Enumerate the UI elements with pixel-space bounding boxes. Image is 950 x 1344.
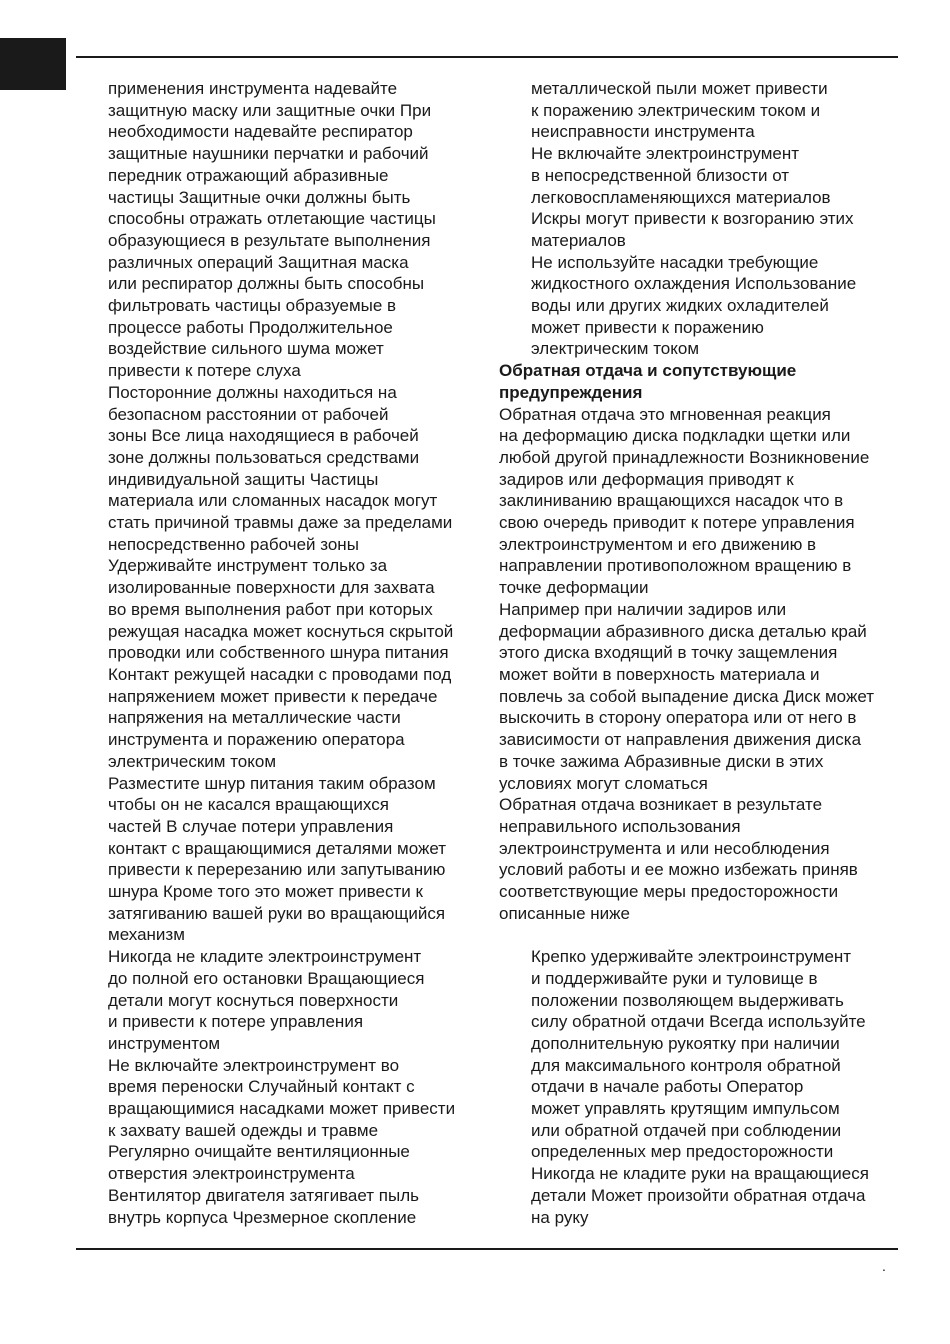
- text-line: Искры могут привести к возгоранию этих: [531, 209, 854, 229]
- text-line: изолированные поверхности для захвата: [108, 578, 435, 598]
- text-line: стать причиной травмы даже за пределами: [108, 513, 453, 533]
- text-line: дополнительную рукоятку при наличии: [531, 1033, 840, 1053]
- header-rule: [76, 56, 898, 58]
- text-line: описанные ниже: [499, 903, 630, 923]
- text-line: неисправности инструмента: [531, 122, 755, 142]
- text-line: внутрь корпуса Чрезмерное скопление: [108, 1207, 417, 1227]
- text-line: или респиратор должны быть способны: [108, 274, 425, 294]
- text-line: электрическим током: [531, 339, 700, 359]
- text-line: индивидуальной защиты Частицы: [108, 469, 379, 489]
- text-line: направлении противоположном вращению в: [499, 556, 852, 576]
- text-line: и поддерживайте руки и туловище в: [531, 968, 818, 988]
- text-line: условиях могут сломаться: [499, 773, 708, 793]
- text-line: проводки или собственного шнура питания: [108, 643, 449, 663]
- text-line: к захвату вашей одежды и травме: [108, 1120, 379, 1140]
- text-line: воды или других жидких охладителей: [531, 296, 829, 316]
- text-line: заклиниванию вращающихся насадок что в: [499, 491, 844, 511]
- text-line: образующиеся в результате выполнения: [108, 230, 431, 250]
- text-line: положении позволяющем выдерживать: [531, 990, 844, 1010]
- text-line: материалов: [531, 230, 626, 250]
- text-line: Регулярно очищайте вентиляционные: [108, 1142, 410, 1162]
- text-line: может привести к поражению: [531, 317, 764, 337]
- text-line: может войти в поверхность материала и: [499, 664, 820, 684]
- paragraph-gap: [499, 924, 899, 946]
- text-line: в точке зажима Абразивные диски в этих: [499, 751, 824, 771]
- text-line: Обратная отдача это мгновенная реакция: [499, 404, 831, 424]
- text-line: электрическим током: [108, 751, 277, 771]
- text-line: неправильного использования: [499, 816, 741, 836]
- section-heading-line: Обратная отдача и сопутствующие: [499, 361, 797, 381]
- text-line: Контакт режущей насадки с проводами под: [108, 664, 452, 684]
- text-line: вращающимися насадками может привести: [108, 1099, 456, 1119]
- text-line: защитные наушники перчатки и рабочий: [108, 144, 429, 164]
- text-line: контакт с вращающимися деталями может: [108, 838, 446, 858]
- text-line: детали Может произойти обратная отдача: [531, 1185, 866, 1205]
- text-line: процессе работы Продолжительное: [108, 317, 393, 337]
- text-line: передник отражающий абразивные: [108, 165, 389, 185]
- text-line: инструментом: [108, 1033, 221, 1053]
- text-line: выскочить в сторону оператора или от него в: [499, 708, 857, 728]
- text-line: время переноски Случайный контакт с: [108, 1077, 415, 1097]
- text-line: отдачи в начале работы Оператор: [531, 1077, 804, 1097]
- text-line: повлечь за собой выпадение диска Диск может: [499, 686, 874, 706]
- text-line: зависимости от направления движения диска: [499, 730, 862, 750]
- text-line: Посторонние должны находиться на: [108, 382, 397, 402]
- text-line: электроинструментом и его движению в: [499, 534, 817, 554]
- text-line: инструмента и поражению оператора: [108, 730, 405, 750]
- text-line: Не используйте насадки требующие: [531, 252, 819, 272]
- text-line: напряжения на металлические части: [108, 708, 401, 728]
- text-line: или обратной отдачей при соблюдении: [531, 1120, 842, 1140]
- text-line: свою очередь приводит к потере управления: [499, 513, 855, 533]
- text-line: Никогда не кладите руки на вращающиеся: [531, 1164, 869, 1184]
- text-line: Не включайте электроинструмент во: [108, 1055, 400, 1075]
- text-line: металлической пыли может привести: [531, 79, 828, 98]
- text-line: привести к потере слуха: [108, 361, 301, 381]
- text-line: отверстия электроинструмента: [108, 1164, 355, 1184]
- text-line: условий работы и ее можно избежать приняв: [499, 860, 858, 880]
- text-line: на руку: [531, 1207, 589, 1227]
- right-column: [499, 78, 899, 1228]
- text-line: может управлять крутящим импульсом: [531, 1099, 840, 1119]
- text-line: безопасном расстоянии от рабочей: [108, 404, 389, 424]
- text-line: материала или сломанных насадок могут: [108, 491, 438, 511]
- text-line: и привести к потере управления: [108, 1012, 364, 1032]
- text-line: Удерживайте инструмент только за: [108, 556, 388, 576]
- text-line: для максимального контроля обратной: [531, 1055, 841, 1075]
- text-line: различных операций Защитная маска: [108, 252, 409, 272]
- text-line: на деформацию диска подкладки щетки или: [499, 426, 851, 446]
- text-line: фильтровать частицы образуемые в: [108, 296, 397, 316]
- text-line: частей В случае потери управления: [108, 816, 394, 836]
- text-line: применения инструмента надевайте: [108, 79, 398, 98]
- text-line: силу обратной отдачи Всегда используйте: [531, 1012, 866, 1032]
- text-line: напряжением может привести к передаче: [108, 686, 438, 706]
- text-line: задиров или деформация приводят к: [499, 469, 794, 489]
- text-line: Крепко удерживайте электроинструмент: [531, 947, 852, 967]
- text-line: механизм: [108, 925, 185, 945]
- text-line: во время выполнения работ при которых: [108, 599, 433, 619]
- text-line: Например при наличии задиров или: [499, 599, 787, 619]
- text-line: затягиванию вашей руки во вращающийся: [108, 903, 446, 923]
- text-line: непосредственно рабочей зоны: [108, 534, 359, 554]
- text-line: деформации абразивного диска деталью край: [499, 621, 867, 641]
- text-line: воздействие сильного шума может: [108, 339, 384, 359]
- text-line: шнура Кроме того это может привести к: [108, 882, 423, 902]
- text-line: легковоспламеняющихся материалов: [531, 187, 831, 207]
- text-line: способны отражать отлетающие частицы: [108, 209, 436, 229]
- text-line: Обратная отдача возникает в результате: [499, 795, 823, 815]
- text-line: к поражению электрическим током и: [531, 100, 821, 120]
- text-line: детали могут коснуться поверхности: [108, 990, 399, 1010]
- text-line: режущая насадка может коснуться скрытой: [108, 621, 454, 641]
- text-line: защитную маску или защитные очки При: [108, 100, 432, 120]
- text-line: частицы Защитные очки должны быть: [108, 187, 411, 207]
- text-line: Никогда не кладите электроинструмент: [108, 947, 422, 967]
- text-line: Разместите шнур питания таким образом: [108, 773, 436, 793]
- text-line: любой другой принадлежности Возникновение: [499, 447, 870, 467]
- text-line: зоне должны пользоваться средствами: [108, 447, 420, 467]
- text-line: необходимости надевайте респиратор: [108, 122, 413, 142]
- text-line: Не включайте электроинструмент: [531, 144, 800, 164]
- text-line: определенных мер предосторожности: [531, 1142, 834, 1162]
- footer-rule: [76, 1248, 898, 1250]
- left-column: [108, 78, 483, 1228]
- text-line: точке деформации: [499, 578, 649, 598]
- text-line: до полной его остановки Вращающиеся: [108, 968, 425, 988]
- text-line: Вентилятор двигателя затягивает пыль: [108, 1185, 419, 1205]
- text-line: зоны Все лица находящиеся в рабочей: [108, 426, 419, 446]
- footer-mark: .: [882, 1258, 886, 1274]
- text-line: этого диска входящий в точку защемления: [499, 643, 838, 663]
- section-heading-line: предупреждения: [499, 382, 643, 402]
- text-line: чтобы он не касался вращающихся: [108, 795, 389, 815]
- text-line: жидкостного охлаждения Использование: [531, 274, 857, 294]
- text-line: электроинструмента и или несоблюдения: [499, 838, 830, 858]
- corner-tab-block: [0, 38, 66, 90]
- text-line: привести к перерезанию или запутыванию: [108, 860, 446, 880]
- text-line: соответствующие меры предосторожности: [499, 882, 839, 902]
- text-line: в непосредственной близости от: [531, 165, 790, 185]
